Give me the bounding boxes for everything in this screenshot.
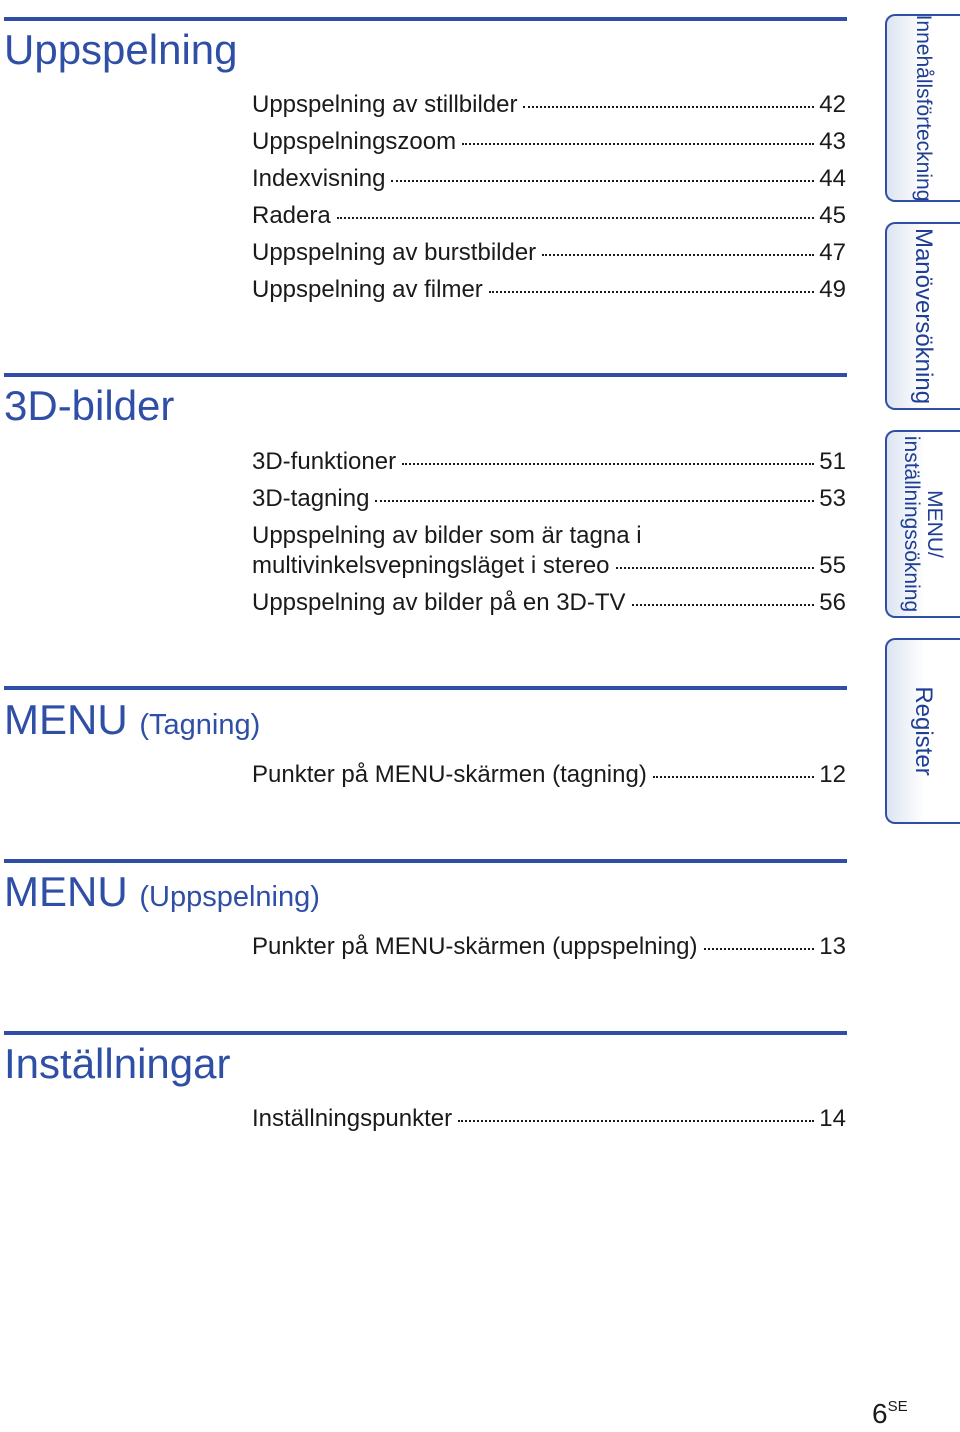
toc-entry-label: Uppspelning av bilder på en 3D-TV — [252, 589, 626, 616]
section-title-installningar: Inställningar — [4, 1040, 231, 1087]
dot-leader — [523, 104, 814, 108]
dot-leader — [653, 774, 814, 778]
dot-leader — [337, 215, 814, 219]
toc-entry-page: 53 — [819, 485, 846, 512]
toc-entry-label: Uppspelningszoom — [252, 128, 457, 155]
toc-entry[interactable] — [252, 164, 846, 194]
tab-register[interactable] — [885, 638, 960, 824]
toc-entry-page: 56 — [819, 589, 846, 616]
toc-entry-label-line1[interactable]: Uppspelning av bilder som är tagna i — [252, 522, 642, 549]
toc-entry-label: 3D-funktioner — [252, 448, 397, 475]
section-rule-menu-tagning — [4, 686, 847, 690]
toc-entry-label: Inställningspunkter — [252, 1105, 453, 1132]
section-rule-uppspelning — [4, 17, 847, 21]
toc-entry-page: 14 — [819, 1105, 846, 1132]
toc-entry-label: Indexvisning — [252, 165, 386, 192]
dot-leader — [462, 141, 814, 145]
toc-entry[interactable] — [252, 588, 846, 618]
tab-label-line2: inställningssökning — [900, 435, 923, 613]
section-subtitle: (Uppspelning) — [139, 881, 320, 913]
toc-entry-page: 45 — [819, 202, 846, 229]
toc-entry-label: Uppspelning av burstbilder — [252, 239, 537, 266]
toc-entry-page: 12 — [819, 761, 846, 788]
toc-entry[interactable] — [252, 932, 846, 962]
toc-entry-page: 42 — [819, 91, 846, 118]
toc-entry[interactable] — [252, 447, 846, 477]
section-rule-menu-uppspelning — [4, 859, 847, 863]
tab-innehallsforteckning[interactable] — [885, 14, 960, 202]
toc-entry[interactable] — [252, 1104, 846, 1134]
toc-entry-page: 13 — [819, 933, 846, 960]
dot-leader — [632, 602, 814, 606]
toc-entry-page: 55 — [819, 552, 846, 579]
toc-entry[interactable] — [252, 238, 846, 268]
tab-label: Register — [910, 686, 937, 776]
toc-entry[interactable] — [252, 760, 846, 790]
toc-entry-label: Uppspelning av filmer — [252, 276, 483, 303]
toc-entry-label: multivinkelsvepningsläget i stereo — [252, 552, 610, 579]
dot-leader — [375, 498, 814, 502]
tab-label — [900, 436, 946, 612]
toc-entry-page: 47 — [819, 239, 846, 266]
toc-entry-label: Punkter på MENU-skärmen (uppspelning) — [252, 933, 698, 960]
toc-entry-label: Uppspelning av stillbilder — [252, 91, 518, 118]
section-title-menu-tagning: MENU (Tagning) — [4, 696, 261, 743]
toc-entry-label: Radera — [252, 202, 331, 229]
tab-label: Manöversökning — [910, 227, 937, 405]
section-title-uppspelning: Uppspelning — [4, 26, 238, 73]
section-rule-3d-bilder — [4, 373, 847, 377]
section-rule-installningar — [4, 1031, 847, 1035]
toc-entry-page: 49 — [819, 276, 846, 303]
toc-entry[interactable] — [252, 201, 846, 231]
tab-label: Innehållsförteckning — [912, 14, 935, 202]
dot-leader — [458, 1118, 814, 1122]
dot-leader — [616, 565, 814, 569]
tab-menu-installningssokning[interactable] — [885, 430, 960, 618]
toc-entry[interactable] — [252, 275, 846, 305]
page-number: $6^{SE}$ — [872, 1398, 908, 1429]
dot-leader — [489, 289, 814, 293]
section-title-menu-uppspelning: MENU (Uppspelning) — [4, 868, 320, 915]
toc-entry-label: Punkter på MENU-skärmen (tagning) — [252, 761, 647, 788]
section-subtitle: (Tagning) — [139, 709, 261, 741]
toc-entry[interactable] — [252, 551, 846, 581]
section-title-3d-bilder: 3D-bilder — [4, 382, 175, 429]
toc-entry-page: 51 — [819, 448, 846, 475]
toc-entry[interactable] — [252, 127, 846, 157]
dot-leader — [391, 178, 814, 182]
tab-label-line1: MENU/ — [923, 490, 946, 558]
toc-entry[interactable] — [252, 484, 846, 514]
tab-manoversokning[interactable] — [885, 222, 960, 410]
toc-entry-label: 3D-tagning — [252, 485, 370, 512]
page-number-suffix: SE — [887, 1398, 908, 1415]
dot-leader — [402, 461, 814, 465]
toc-entry-page: 43 — [819, 128, 846, 155]
toc-entry-page: 44 — [819, 165, 846, 192]
toc-entry[interactable] — [252, 90, 846, 120]
dot-leader — [542, 252, 814, 256]
dot-leader — [704, 946, 814, 950]
